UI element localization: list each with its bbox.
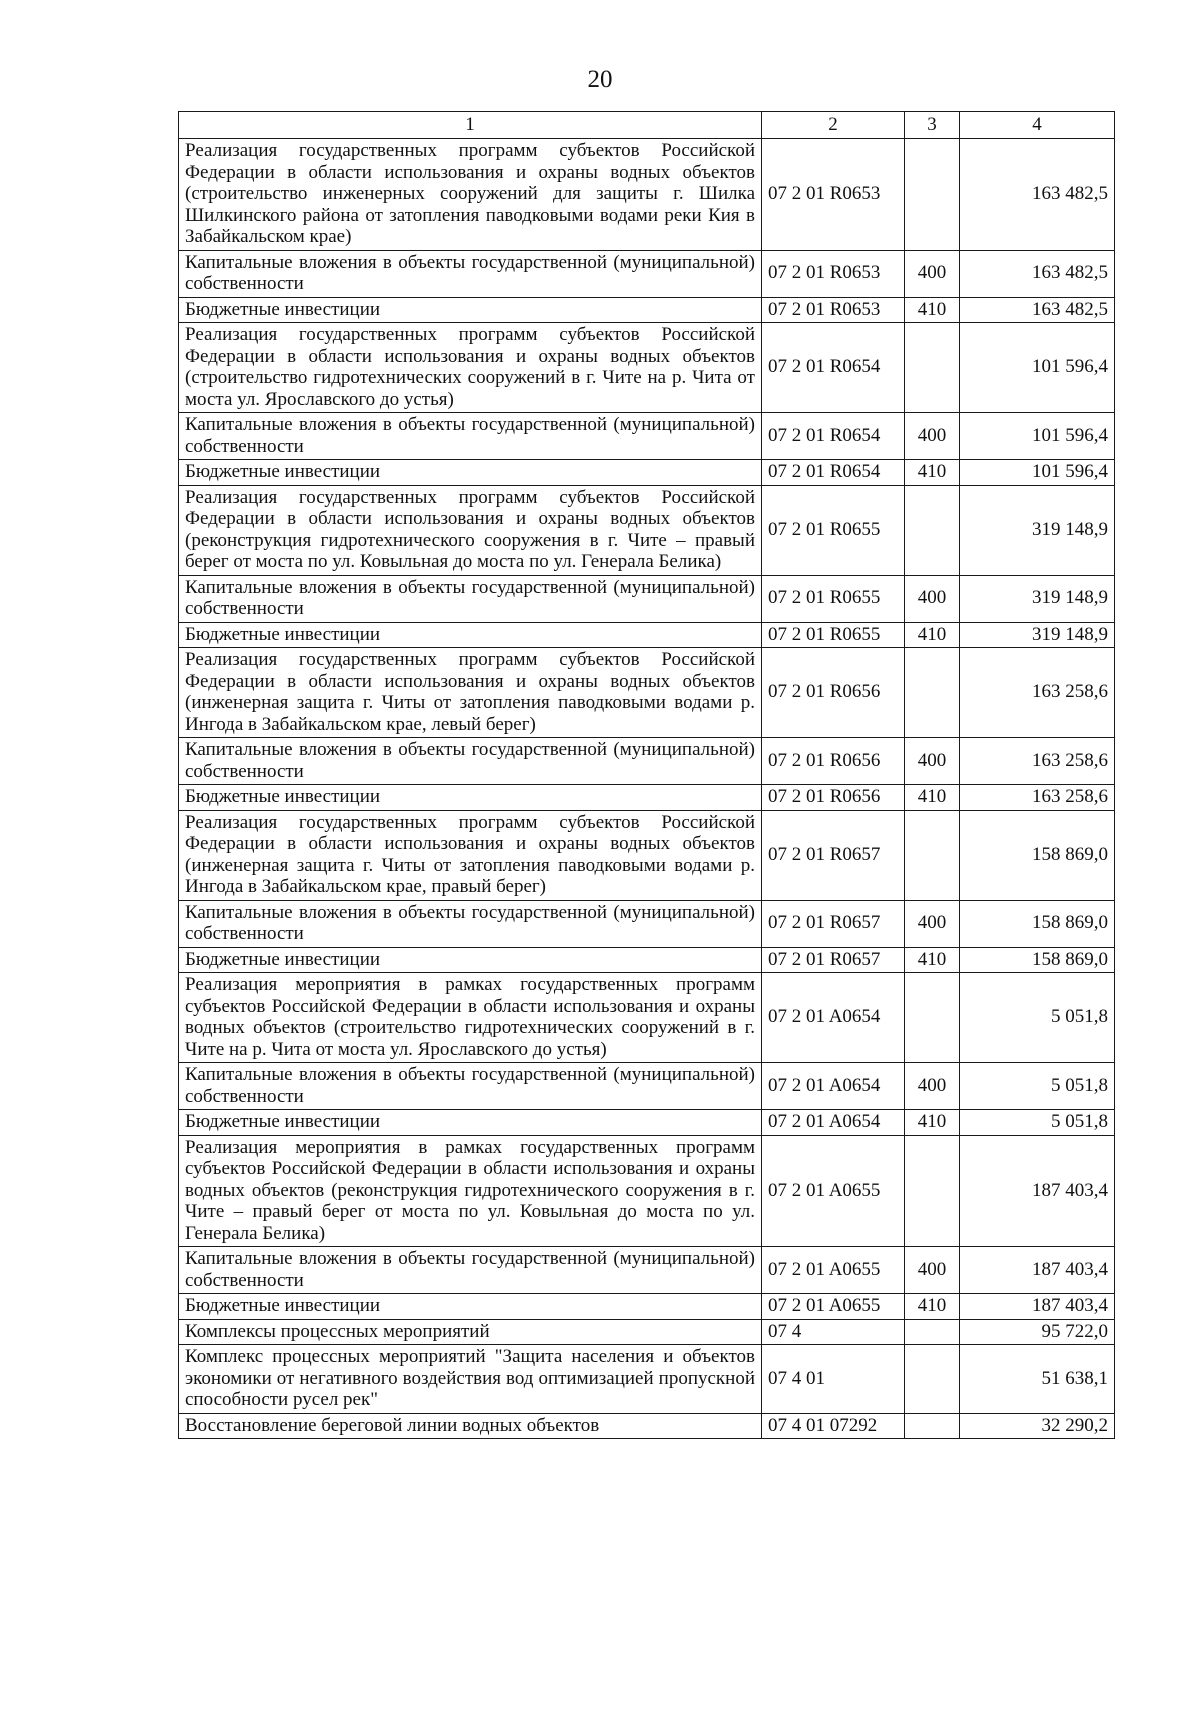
row-amount: 319 148,9	[960, 575, 1115, 622]
row-name: Бюджетные инвестиции	[179, 297, 762, 323]
row-amount: 32 290,2	[960, 1413, 1115, 1439]
row-amount: 95 722,0	[960, 1319, 1115, 1345]
row-code: 07 2 01 R0657	[762, 947, 905, 973]
table-body	[179, 139, 1115, 1439]
table-row	[179, 1110, 1115, 1136]
row-amount: 319 148,9	[960, 485, 1115, 575]
budget-table	[178, 111, 1115, 1439]
row-expense-type	[905, 1319, 960, 1345]
row-expense-type: 400	[905, 1247, 960, 1294]
row-name: Бюджетные инвестиции	[179, 785, 762, 811]
row-code: 07 2 01 R0654	[762, 413, 905, 460]
row-expense-type: 410	[905, 297, 960, 323]
row-code: 07 2 01 A0654	[762, 1110, 905, 1136]
row-expense-type: 400	[905, 738, 960, 785]
row-name: Капитальные вложения в объекты государственной (муниципальной) собственности	[179, 738, 762, 785]
row-expense-type	[905, 810, 960, 900]
column-header: 2	[762, 112, 905, 139]
row-code: 07 4 01	[762, 1345, 905, 1414]
row-expense-type	[905, 1345, 960, 1414]
row-name: Капитальные вложения в объекты государственной (муниципальной) собственности	[179, 1063, 762, 1110]
row-amount: 5 051,8	[960, 973, 1115, 1063]
row-name: Капитальные вложения в объекты государственной (муниципальной) собственности	[179, 413, 762, 460]
row-name: Реализация мероприятия в рамках государственных программ субъектов Российской Федерации в области использования и охраны водных объектов (строительство гидротехнических сооружений в г. Чите на р. Чита от моста ул. Ярославского до устья)	[179, 973, 762, 1063]
row-expense-type: 410	[905, 1294, 960, 1320]
table-row	[179, 1135, 1115, 1247]
row-amount: 163 258,6	[960, 738, 1115, 785]
row-name: Реализация государственных программ субъектов Российской Федерации в области использования и охраны водных объектов (строительство гидротехнических сооружений в г. Чите на р. Чита от моста ул. Ярославского до устья)	[179, 323, 762, 413]
row-amount: 319 148,9	[960, 622, 1115, 648]
row-amount: 163 482,5	[960, 139, 1115, 251]
row-expense-type: 410	[905, 1110, 960, 1136]
row-amount: 163 258,6	[960, 785, 1115, 811]
row-code: 07 2 01 R0653	[762, 250, 905, 297]
row-name: Бюджетные инвестиции	[179, 460, 762, 486]
row-expense-type	[905, 648, 960, 738]
row-amount: 5 051,8	[960, 1110, 1115, 1136]
table-row	[179, 947, 1115, 973]
row-name: Реализация государственных программ субъектов Российской Федерации в области использования и охраны водных объектов (инженерная защита г. Читы от затопления паводковыми водами р. Ингода в Забайкальском крае, правый берег)	[179, 810, 762, 900]
row-name: Бюджетные инвестиции	[179, 947, 762, 973]
table-row	[179, 1413, 1115, 1439]
table-row	[179, 1294, 1115, 1320]
row-expense-type: 410	[905, 947, 960, 973]
row-code: 07 2 01 A0655	[762, 1247, 905, 1294]
row-amount: 163 482,5	[960, 250, 1115, 297]
row-code: 07 2 01 R0656	[762, 738, 905, 785]
column-header: 1	[179, 112, 762, 139]
row-expense-type: 400	[905, 413, 960, 460]
row-code: 07 2 01 R0657	[762, 900, 905, 947]
row-amount: 101 596,4	[960, 323, 1115, 413]
row-name: Реализация мероприятия в рамках государственных программ субъектов Российской Федерации в области использования и охраны водных объектов (реконструкция гидротехнического сооружения в г. Чите – правый берег от моста по ул. Ковыльная до моста по ул. Генерала Белика)	[179, 1135, 762, 1247]
table-row	[179, 1319, 1115, 1345]
row-amount: 163 482,5	[960, 297, 1115, 323]
table-row	[179, 1063, 1115, 1110]
column-header: 3	[905, 112, 960, 139]
table-row	[179, 648, 1115, 738]
row-expense-type: 400	[905, 1063, 960, 1110]
table-row	[179, 323, 1115, 413]
row-code: 07 2 01 R0655	[762, 485, 905, 575]
row-code: 07 2 01 R0655	[762, 575, 905, 622]
row-code: 07 2 01 R0654	[762, 323, 905, 413]
table-row	[179, 250, 1115, 297]
row-amount: 158 869,0	[960, 947, 1115, 973]
row-expense-type	[905, 485, 960, 575]
row-code: 07 2 01 R0654	[762, 460, 905, 486]
row-name: Капитальные вложения в объекты государственной (муниципальной) собственности	[179, 1247, 762, 1294]
row-amount: 101 596,4	[960, 413, 1115, 460]
row-code: 07 2 01 R0653	[762, 297, 905, 323]
row-expense-type	[905, 323, 960, 413]
table-row	[179, 810, 1115, 900]
row-name: Капитальные вложения в объекты государственной (муниципальной) собственности	[179, 575, 762, 622]
row-amount: 187 403,4	[960, 1247, 1115, 1294]
row-amount: 158 869,0	[960, 900, 1115, 947]
row-amount: 51 638,1	[960, 1345, 1115, 1414]
row-expense-type	[905, 1413, 960, 1439]
row-name: Капитальные вложения в объекты государственной (муниципальной) собственности	[179, 900, 762, 947]
row-name: Капитальные вложения в объекты государственной (муниципальной) собственности	[179, 250, 762, 297]
row-name: Восстановление береговой линии водных объектов	[179, 1413, 762, 1439]
row-expense-type: 400	[905, 575, 960, 622]
table-row	[179, 1345, 1115, 1414]
row-expense-type	[905, 1135, 960, 1247]
table-row	[179, 622, 1115, 648]
row-code: 07 2 01 A0654	[762, 1063, 905, 1110]
table-row	[179, 1247, 1115, 1294]
row-amount: 5 051,8	[960, 1063, 1115, 1110]
row-expense-type: 410	[905, 460, 960, 486]
table-row	[179, 297, 1115, 323]
row-amount: 158 869,0	[960, 810, 1115, 900]
row-expense-type	[905, 973, 960, 1063]
table-row	[179, 738, 1115, 785]
row-name: Реализация государственных программ субъектов Российской Федерации в области использования и охраны водных объектов (инженерная защита г. Читы от затопления паводковыми водами р. Ингода в Забайкальском крае, левый берег)	[179, 648, 762, 738]
row-expense-type: 410	[905, 785, 960, 811]
row-code: 07 2 01 R0656	[762, 785, 905, 811]
row-code: 07 2 01 A0655	[762, 1294, 905, 1320]
row-code: 07 2 01 A0654	[762, 973, 905, 1063]
row-amount: 187 403,4	[960, 1135, 1115, 1247]
row-expense-type: 400	[905, 900, 960, 947]
row-amount: 101 596,4	[960, 460, 1115, 486]
table-row	[179, 139, 1115, 251]
row-code: 07 2 01 R0656	[762, 648, 905, 738]
row-code: 07 4	[762, 1319, 905, 1345]
row-code: 07 2 01 R0657	[762, 810, 905, 900]
row-name: Реализация государственных программ субъектов Российской Федерации в области использования и охраны водных объектов (реконструкция гидротехнического сооружения в г. Чите – правый берег от моста по ул. Ковыльная до моста по ул. Генерала Белика)	[179, 485, 762, 575]
row-code: 07 2 01 R0653	[762, 139, 905, 251]
row-name: Бюджетные инвестиции	[179, 1110, 762, 1136]
row-name: Реализация государственных программ субъектов Российской Федерации в области использования и охраны водных объектов (строительство инженерных сооружений для защиты г. Шилка Шилкинского района от затопления паводковыми водами реки Кия в Забайкальском крае)	[179, 139, 762, 251]
column-header: 4	[960, 112, 1115, 139]
page-number: 20	[587, 66, 613, 93]
table-row	[179, 900, 1115, 947]
row-code: 07 2 01 R0655	[762, 622, 905, 648]
row-amount: 187 403,4	[960, 1294, 1115, 1320]
row-name: Бюджетные инвестиции	[179, 622, 762, 648]
row-name: Комплекс процессных мероприятий "Защита населения и объектов экономики от негативного воздействия вод оптимизацией пропускной способности русел рек"	[179, 1345, 762, 1414]
table-row	[179, 575, 1115, 622]
table-row	[179, 413, 1115, 460]
table-row	[179, 785, 1115, 811]
row-code: 07 2 01 A0655	[762, 1135, 905, 1247]
row-expense-type: 410	[905, 622, 960, 648]
table-row	[179, 485, 1115, 575]
row-name: Бюджетные инвестиции	[179, 1294, 762, 1320]
row-expense-type	[905, 139, 960, 251]
row-code: 07 4 01 07292	[762, 1413, 905, 1439]
row-name: Комплексы процессных мероприятий	[179, 1319, 762, 1345]
table-row	[179, 460, 1115, 486]
row-expense-type: 400	[905, 250, 960, 297]
row-amount: 163 258,6	[960, 648, 1115, 738]
table-row	[179, 973, 1115, 1063]
table-header-row	[179, 112, 1115, 139]
